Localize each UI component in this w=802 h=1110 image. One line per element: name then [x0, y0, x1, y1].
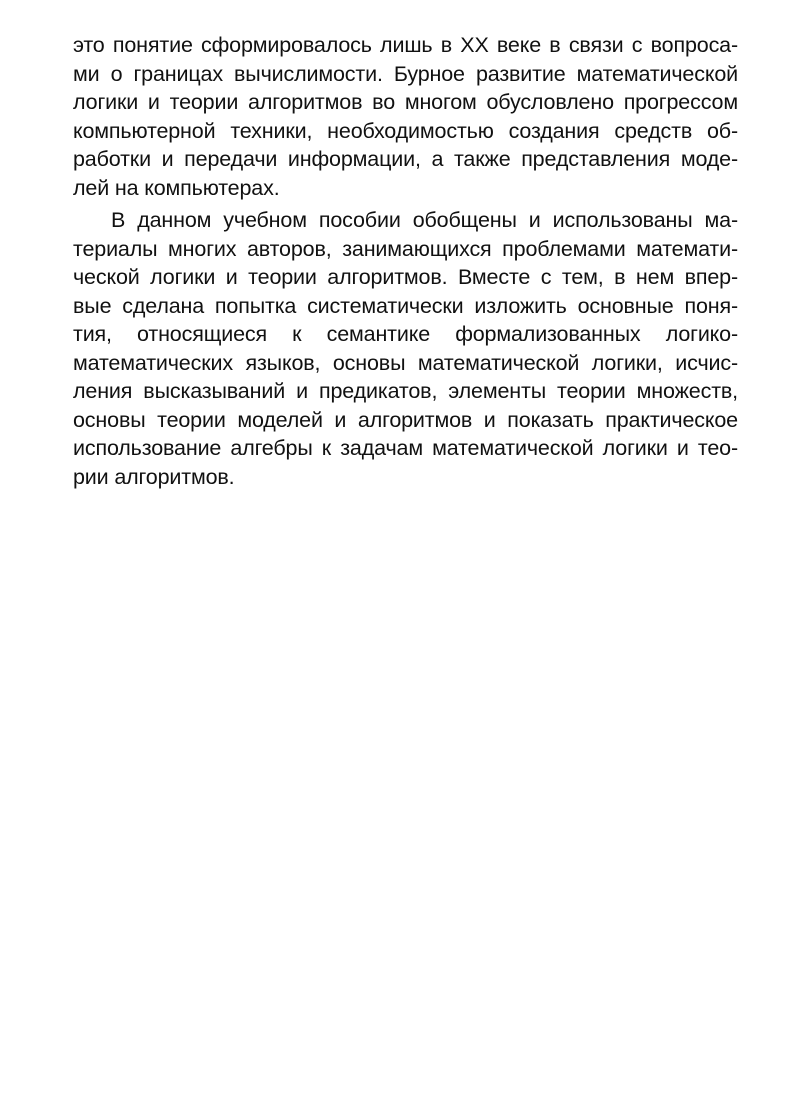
paragraph-line: В данном учебном пособии обобщены и использованы ма- — [111, 208, 738, 232]
paragraph-line: вые сделана попытка систематически изложить основные поня- — [73, 293, 738, 318]
paragraph-line: это понятие сформировалось лишь в XX веке в связи с вопроса- — [73, 33, 738, 57]
paragraph-line: ми о границах вычислимости. Бурное развитие математической — [73, 61, 738, 86]
paragraph-line: ления высказываний и предикатов, элементы теории множеств, — [73, 379, 738, 403]
paragraph-line: математических языков, основы математической логики, исчис- — [73, 350, 738, 375]
paragraph-line: териалы многих авторов, занимающихся проблемами математи- — [73, 236, 738, 261]
paragraph-line: использование алгебры к задачам математической логики и тео- — [73, 436, 738, 460]
paragraph-line: тия, относящиеся к семантике формализованных логико- — [73, 322, 738, 346]
paragraph-line: лей на компьютерах. — [73, 175, 280, 200]
body-text — [73, 31, 738, 491]
paragraph-line: логики и теории алгоритмов во многом обусловлено прогрессом — [73, 90, 738, 114]
paragraph-line: компьютерной техники, необходимостью создания средств об- — [73, 118, 738, 143]
paragraph-line: рии алгоритмов. — [73, 464, 235, 489]
paragraph-line: ческой логики и теории алгоритмов. Вместе с тем, в нем впер- — [73, 265, 738, 289]
paragraph-1 — [73, 31, 738, 202]
paragraph-line: основы теории моделей и алгоритмов и показать практическое — [73, 407, 738, 432]
paragraph-line: работки и передачи информации, а также представления моде- — [73, 147, 738, 171]
paragraph-2 — [73, 206, 738, 491]
